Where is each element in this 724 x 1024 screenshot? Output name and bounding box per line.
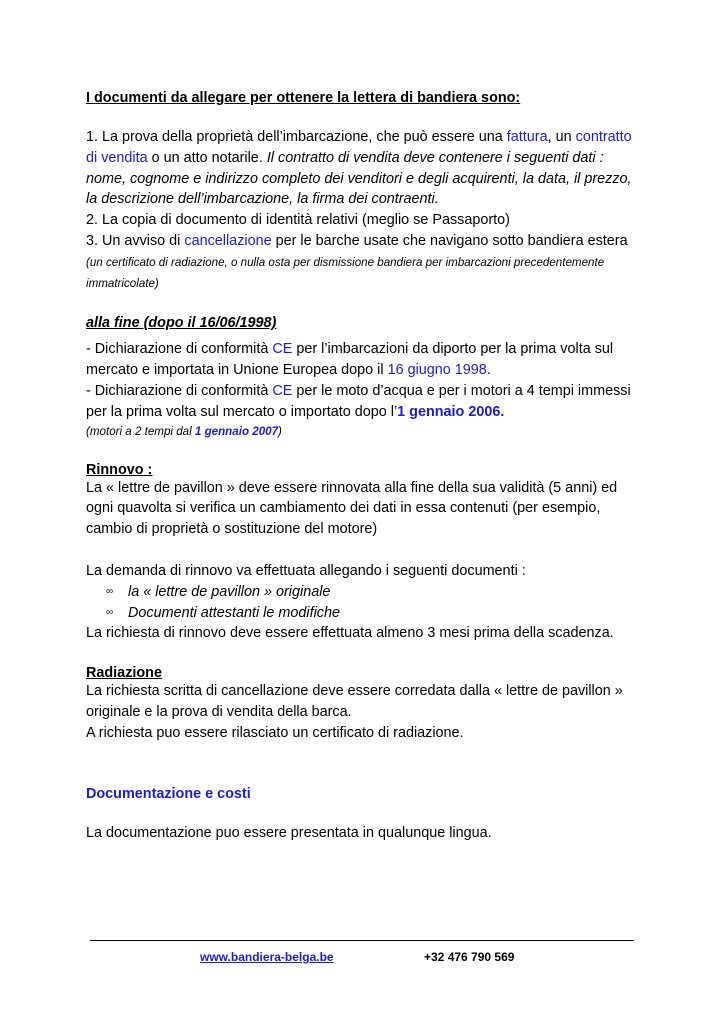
ce-link-2[interactable]: CE bbox=[272, 382, 293, 399]
fine-heading: alla fine (dopo il 16/06/1998) bbox=[86, 315, 277, 332]
fine-line-2 bbox=[86, 381, 646, 423]
radiazione-paragraph-2: A richiesta puo essere rilasciato un certificato di radiazione. bbox=[86, 724, 464, 741]
date-1998-link[interactable]: 16 giugno 1998 bbox=[387, 362, 487, 379]
fine-line-1 bbox=[86, 339, 646, 381]
item3-text-a: 3. Un avviso di bbox=[86, 232, 185, 249]
fine1-text-a: - Dichiarazione di conformità bbox=[86, 341, 273, 358]
rinnovo-bullet-list bbox=[86, 582, 646, 624]
infinity-bullet-icon: ∞ bbox=[106, 606, 114, 618]
item1-text-b: , un bbox=[547, 129, 576, 145]
fine2-text-a: - Dichiarazione di conformità bbox=[86, 382, 273, 399]
bullet-text: la « lettre de pavillon » originale bbox=[128, 583, 331, 600]
note-text-a: (motori a 2 tempi dal bbox=[86, 424, 195, 438]
radiazione-heading: Radiazione bbox=[86, 665, 162, 682]
rinnovo-paragraph-2: La demanda di rinnovo va effettuata allegando i seguenti documenti : bbox=[86, 562, 526, 579]
list-item-3 bbox=[86, 231, 646, 293]
bullet-item bbox=[106, 603, 646, 624]
rinnovo-heading: Rinnovo : bbox=[86, 461, 153, 478]
footer-divider bbox=[90, 940, 634, 941]
item1-text-a: 1. La prova della proprietà dell’imbarcazione, che può essere una bbox=[86, 129, 507, 145]
documentazione-heading: Documentazione e costi bbox=[86, 785, 251, 802]
item1-italic: Il contratto di vendita deve contenere i seguenti dati : nome, cognome e indirizzo completo dei venditori e degli acquirenti, la data, il prezzo, la descrizione dell’imbarcazione, la firma dei contraenti. bbox=[86, 149, 632, 208]
bullet-text: Documenti attestanti le modifiche bbox=[128, 604, 340, 621]
item3-text-b: per le barche usate che navigano sotto bandiera estera bbox=[271, 232, 628, 249]
date-2006-link[interactable]: 1 gennaio 2006. bbox=[397, 403, 505, 420]
radiazione-paragraph-1: La richiesta scritta di cancellazione deve essere corredata dalla « lettre de pavillon » originale e la prova di vendita della barca. bbox=[86, 683, 623, 720]
document-body bbox=[86, 90, 646, 843]
infinity-bullet-icon: ∞ bbox=[106, 585, 114, 597]
fine1-text-c: . bbox=[486, 362, 491, 379]
list-item-2: 2. La copia di documento di identità relativi (meglio se Passaporto) bbox=[86, 212, 510, 229]
list-item-1 bbox=[86, 127, 646, 210]
rinnovo-paragraph-1: La « lettre de pavillon » deve essere rinnovata alla fine della sua validità (5 anni) ed ogni quavolta si verifica un cambiamento dei dati in essa contenuti (per esempio, cambio di proprietà o sostituzione del motore) bbox=[86, 479, 618, 538]
fine1-text-b: per l’imbarcazioni da diporto per la prima volta sul mercato e importata in Unione Europea dopo il bbox=[86, 341, 614, 379]
contratto-link[interactable]: contratto di vendita bbox=[86, 129, 632, 166]
website-link[interactable]: www.bandiera-belga.be bbox=[200, 950, 334, 964]
phone-number: +32 476 790 569 bbox=[424, 950, 515, 964]
ce-link-1[interactable]: CE bbox=[272, 341, 293, 358]
fine2-text-b: per le moto d’acqua e per i motori a 4 tempi immessi per la prima volta sul mercato o importato dopo l’ bbox=[86, 382, 631, 420]
note-text-b: ) bbox=[278, 424, 282, 438]
fine-note bbox=[86, 423, 646, 440]
documentazione-paragraph: La documentazione puo essere presentata in qualunque lingua. bbox=[86, 824, 492, 841]
item3-note: (un certificato di radiazione, o nulla osta per dismissione bandiera per imbarcazioni precedentemente immatricolate) bbox=[86, 255, 605, 290]
bullet-item bbox=[106, 582, 646, 603]
main-heading: I documenti da allegare per ottenere la lettera di bandiera sono: bbox=[86, 90, 521, 106]
item1-text-c: o un atto notarile. bbox=[147, 149, 267, 166]
date-2007-link[interactable]: 1 gennaio 2007 bbox=[194, 424, 279, 438]
cancellazione-link[interactable]: cancellazione bbox=[184, 232, 272, 249]
rinnovo-paragraph-3: La richiesta di rinnovo deve essere effettuata almeno 3 mesi prima della scadenza. bbox=[86, 625, 614, 642]
fattura-link[interactable]: fattura bbox=[506, 129, 548, 145]
